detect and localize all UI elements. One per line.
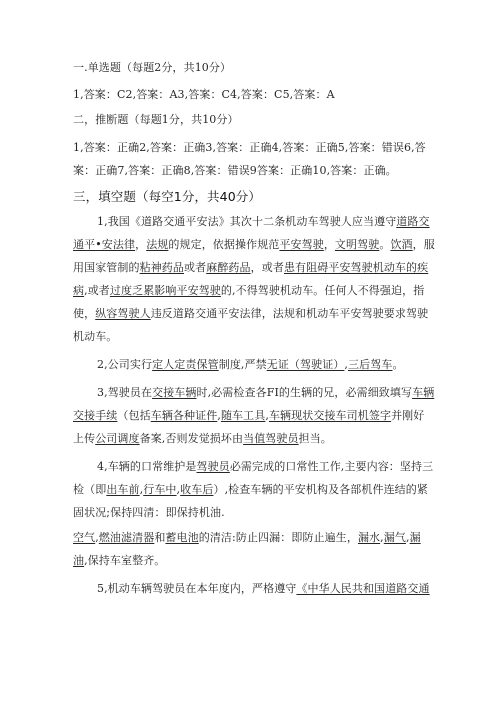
section2-answers-line1: 1,答案：正确2,答案：正确3,答案：正确4,答案：正确5,答案：错误6,答 <box>73 141 426 154</box>
q1-line2: 通平•安法律，法规的规定，依据操作规范平安驾驶，文明驾驶。饮酒，服 <box>73 238 435 251</box>
section2-answers-line2: 案：正确7,答案：正确8,答案：错误9答案：正确10,答案：正确。 <box>73 164 397 177</box>
q1-line5: 使，纵容驾驶人违反道路交通平安法律，法规和机动车平安驾驶要求驾驶 <box>73 307 429 320</box>
q3-line1: 3,驾驶员在交接车辆时,必需检查各FI的生辆的兄，必需细致填写车辆 <box>97 386 435 399</box>
q1-line1: 1,我国《道路交通平安法》其次十二条机动车驾驶人应当遵守道路交 <box>97 215 430 228</box>
q1-line3: 用国家管制的粘神药品或者麻醉药品，或者患有阻碍平安驾驶机动车的疾 <box>73 261 429 274</box>
q4-line3: 固状况;保持四清：即保持机油. <box>73 506 225 519</box>
q4-line1: 4,车辆的口常维护是驾驶员必需完成的口常性工作,主要内容：坚持三 <box>97 460 434 473</box>
section3-heading: 三，填空题（每空1分，共40分） <box>73 189 261 204</box>
section2-heading: 二，推断题（每题1分，共10分） <box>73 113 239 126</box>
q4-line2: 检（即出车前,行车中,收车后）,检查车辆的平安机构及各部机件连结的紧 <box>73 483 428 496</box>
q3-line2: 交接手续（包括车辆各种证件,随车工具,车辆现状交接车司机签字并刚好 <box>73 409 425 422</box>
q4-line4: 空气,燃油滤清器和蓄电池的清洁:防止四漏：即防止遍生，漏水,漏气,漏 <box>73 531 421 544</box>
section1-heading: 一.单选题（每题2分，共10分） <box>73 61 232 74</box>
q1-line4: 病,或者过度乏累影响平安驾驶的,不得驾驶机动车。任何人不得强迫，指 <box>73 284 425 297</box>
q1-line6: 机动车。 <box>73 330 118 343</box>
q3-line3: 上传公司调度备案,否则发觉损坏由当值驾驶员担当。 <box>73 432 332 445</box>
q5-line: 5,机动车辆驾驶员在本年度内，严格遵守《中华人民共和国道路交通 <box>97 582 430 595</box>
q4-line5: 油,保持车室整齐。 <box>73 554 166 567</box>
q2-line: 2,公司实行定人定责保管制度,严禁无证（驾驶证）,三后驾车。 <box>97 358 404 371</box>
section1-answers: 1,答案：C2,答案：A3,答案：C4,答案：C5,答案：A <box>73 88 335 101</box>
